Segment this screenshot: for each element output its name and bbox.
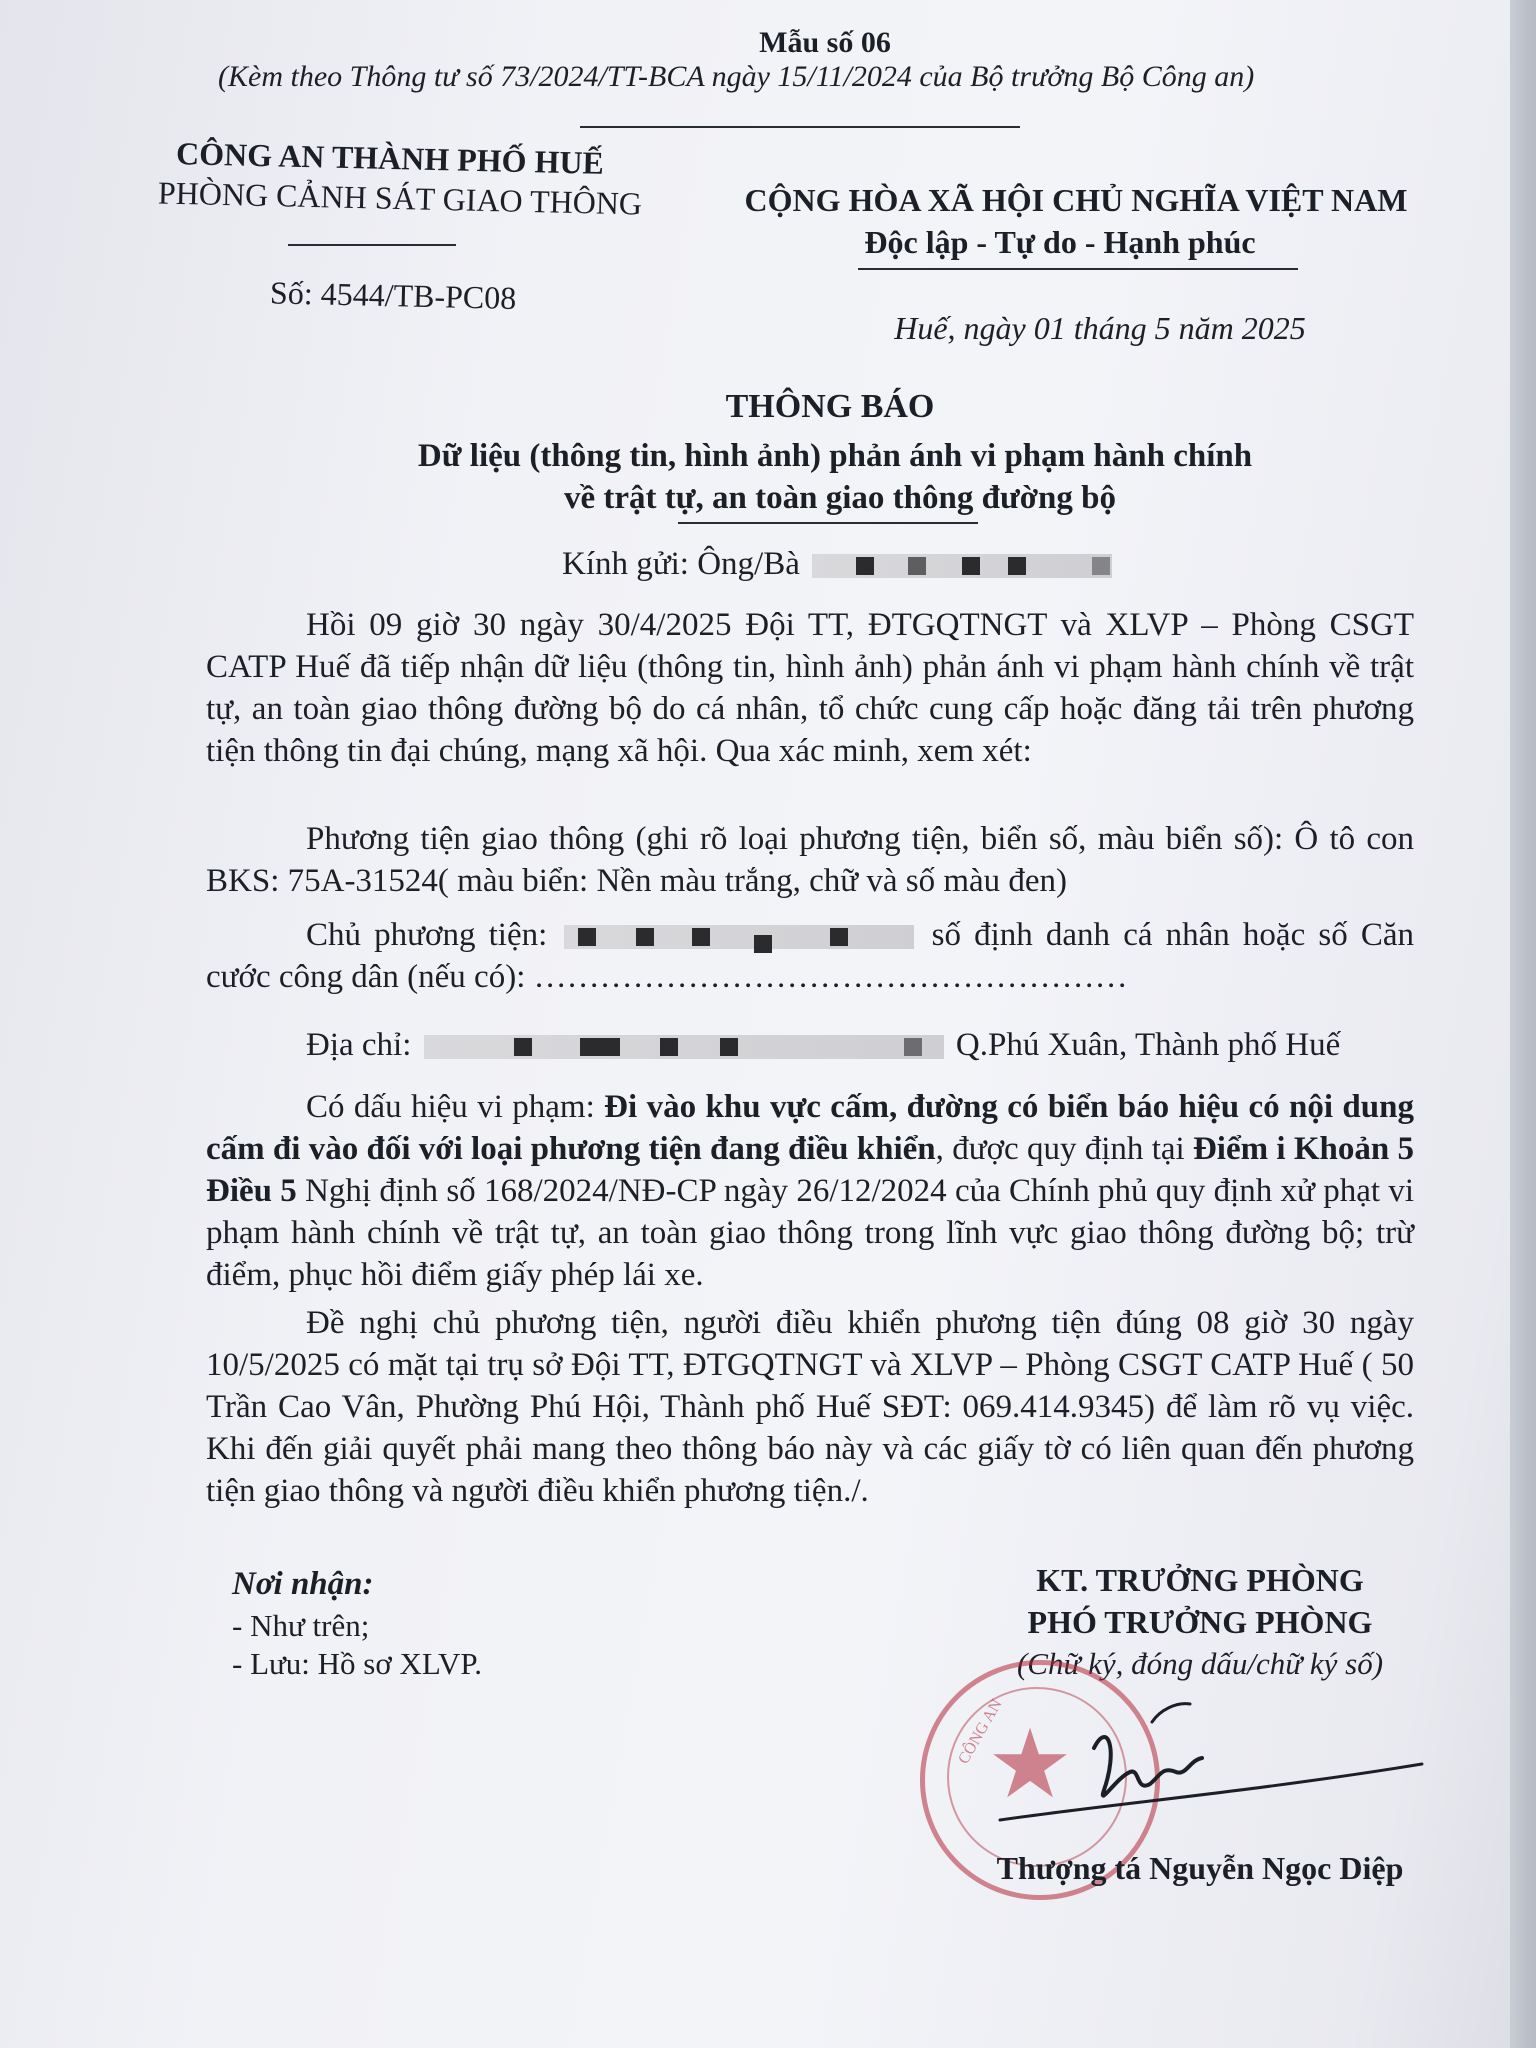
redacted-owner — [564, 925, 914, 949]
signer-role-2: PHÓ TRƯỞNG PHÒNG — [1027, 1604, 1373, 1640]
violation-paragraph — [206, 1086, 1414, 1302]
handwritten-signature — [990, 1680, 1430, 1840]
signer-role-1: KT. TRƯỞNG PHÒNG — [1036, 1562, 1364, 1598]
notice-subtitle-line2: về trật tự, an toàn giao thông đường bộ — [563, 480, 1116, 516]
agency-department: PHÒNG CẢNH SÁT GIAO THÔNG — [157, 174, 643, 222]
recipient-label: Kính gửi: Ông/Bà — [562, 546, 800, 582]
recipient-line — [562, 546, 1222, 583]
form-underline — [580, 126, 1020, 128]
owner-id-text: số định danh cá nhân hoặc số Căn cước công dân (nếu có): ……………………………………………… — [206, 917, 1415, 995]
owner-label: Chủ phương tiện: — [306, 917, 548, 953]
agency-name: CÔNG AN THÀNH PHỐ HUẾ — [175, 135, 605, 181]
page-edge — [1510, 0, 1536, 2048]
vehicle-paragraph: Phương tiện giao thông (ghi rõ loại phương tiện, biển số, màu biển số): Ô tô con BKS: 75A-31524( màu biển: Nền màu trắng, chữ và số màu đen) — [206, 821, 1414, 899]
intro-paragraph: Hồi 09 giờ 30 ngày 30/4/2025 Đội TT, ĐTGQTNGT và XLVP – Phòng CSGT CATP Huế đã tiếp nhận dữ liệu (thông tin, hình ảnh) phản ánh vi phạm hành chính về trật tự, an toàn giao thông đường bộ do cá nhân, tổ chức cung cấp hoặc đăng tải trên phương tiện thông tin đại chúng, mạng xã hội. Qua xác minh, xem xét: — [206, 607, 1414, 769]
signer-name: Thượng tá Nguyễn Ngọc Diệp — [996, 1850, 1404, 1886]
violation-description: Đi vào khu vực cấm, đường có biển báo hiệu có nội dung cấm đi vào đối với loại phương tiện đang điều khiển — [206, 1089, 1414, 1167]
form-attachment-note: (Kèm theo Thông tư số 73/2024/TT-BCA ngày 15/11/2024 của Bộ trưởng Bộ Công an) — [218, 60, 1255, 93]
title-underline — [678, 522, 978, 524]
recipients-heading: Nơi nhận: — [232, 1566, 374, 1602]
violation-lead: Có dấu hiệu vi phạm: — [306, 1089, 595, 1125]
owner-paragraph — [206, 914, 1414, 1004]
address-label: Địa chỉ: — [306, 1027, 412, 1063]
motto-underline — [858, 268, 1298, 270]
seal-text: CÔNG AN — [955, 1696, 1006, 1767]
form-number: Mẫu số 06 — [759, 26, 891, 59]
issue-date: Huế, ngày 01 tháng 5 năm 2025 — [894, 310, 1306, 346]
violation-connector: , được quy định tại — [935, 1131, 1185, 1167]
document-number: Số: 4544/TB-PC08 — [269, 274, 517, 316]
signature-note: (Chữ ký, đóng dấu/chữ ký số) — [1016, 1646, 1384, 1681]
address-district: Q.Phú Xuân, Thành phố Huế — [955, 1027, 1341, 1063]
redacted-name — [812, 554, 1112, 578]
nation-motto: Độc lập - Tự do - Hạnh phúc — [864, 224, 1256, 260]
nation-name: CỘNG HÒA XÃ HỘI CHỦ NGHĨA VIỆT NAM — [744, 182, 1408, 218]
notice-subtitle-line1: Dữ liệu (thông tin, hình ảnh) phản ánh vi phạm hành chính — [417, 438, 1253, 474]
legal-article: Điểm i Khoản 5 Điều 5 — [206, 1131, 1414, 1209]
address-line — [306, 1024, 1414, 1066]
notice-title: THÔNG BÁO — [725, 388, 935, 425]
decree-reference: Nghị định số 168/2024/NĐ-CP ngày 26/12/2024 của Chính phủ quy định xử phạt vi phạm hành chính về trật tự, an toàn giao thông trong lĩnh vực giao thông đường bộ; trừ điểm, phục hồi điểm giấy phép lái xe. — [206, 1173, 1415, 1293]
recipient-item: - Như trên; — [232, 1608, 370, 1643]
request-paragraph: Đề nghị chủ phương tiện, người điều khiển phương tiện đúng 08 giờ 30 ngày 10/5/2025 có mặt tại trụ sở Đội TT, ĐTGQTNGT và XLVP – Phòng CSGT CATP Huế ( 50 Trần Cao Vân, Phường Phú Hội, Thành phố Huế SĐT: 069.414.9345) để làm rõ vụ việc. Khi đến giải quyết phải mang theo thông báo này và các giấy tờ có liên quan đến phương tiện giao thông và người điều khiển phương tiện./. — [206, 1305, 1414, 1509]
recipient-item: - Lưu: Hồ sơ XLVP. — [232, 1646, 482, 1681]
redacted-address — [424, 1035, 944, 1059]
agency-underline — [288, 244, 456, 246]
seal-star-icon: ★ — [987, 1711, 1074, 1818]
